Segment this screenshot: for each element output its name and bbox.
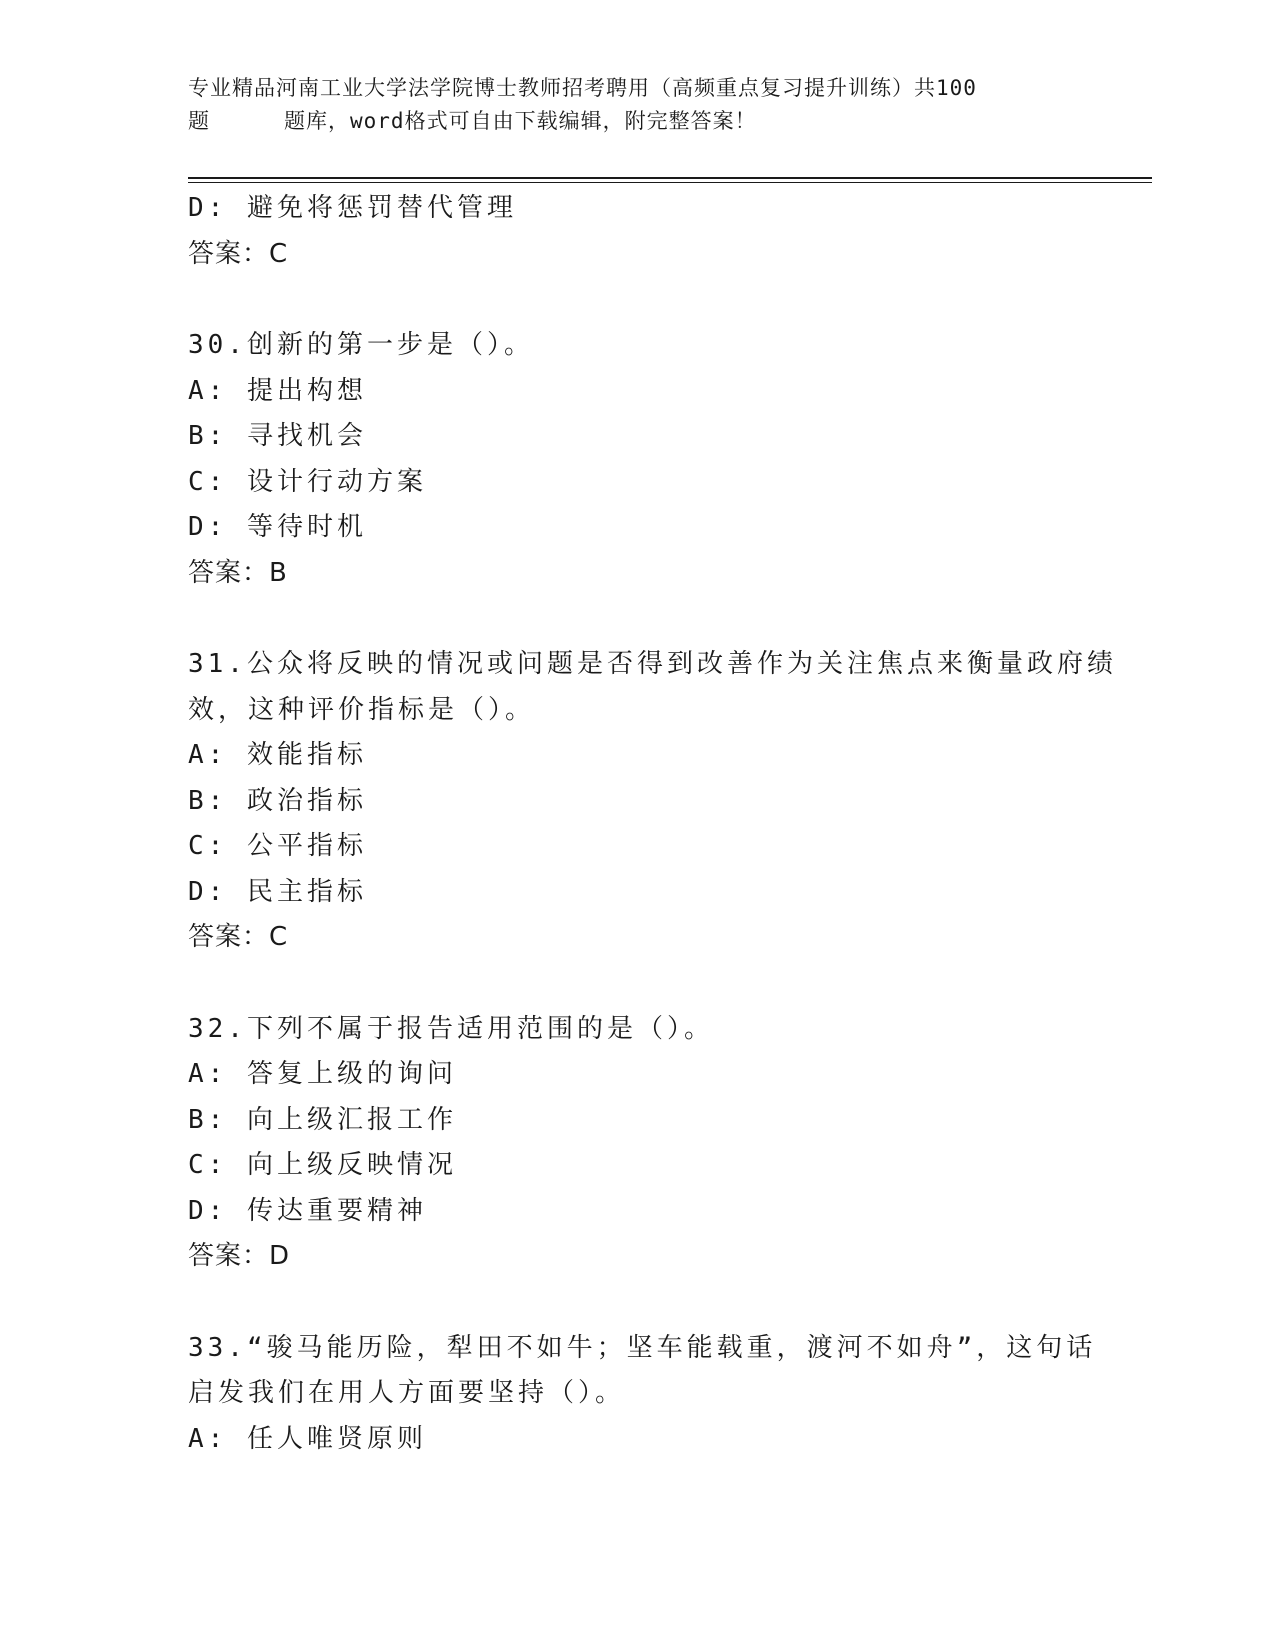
header-line-1: 专业精品河南工业大学法学院博士教师招考聘用（高频重点复习提升训练）共100: [188, 76, 977, 100]
question-30: [188, 323, 1088, 596]
option-d: D: 等待时机: [188, 512, 367, 542]
document-body: [188, 186, 1117, 1462]
question-32: [188, 1007, 1088, 1280]
option-d: D: 民主指标: [188, 876, 367, 907]
question-31: [188, 642, 1117, 961]
option-c: C: 公平指标: [188, 831, 367, 861]
header-divider-thin: [188, 182, 1152, 183]
question-stem: 33.“骏马能历险，犁田不如牛；坚车能载重，渡河不如舟”，这句话: [188, 1332, 1097, 1363]
previous-question-tail: [188, 186, 1088, 277]
option-a: A: 效能指标: [188, 740, 367, 770]
option-d: D: 避免将惩罚替代管理: [188, 193, 517, 223]
answer: 答案：C: [188, 922, 289, 952]
question-stem-continued: 启发我们在用人方面要坚持（）。: [188, 1378, 626, 1408]
option-a: A: 答复上级的询问: [188, 1059, 457, 1089]
question-stem: 31.公众将反映的情况或问题是否得到改善作为关注焦点来衡量政府绩: [188, 649, 1117, 679]
option-d: D: 传达重要精神: [188, 1195, 427, 1226]
option-b: B: 向上级汇报工作: [188, 1104, 457, 1135]
answer: 答案：D: [188, 1241, 291, 1271]
document-header: [188, 72, 1088, 138]
answer: 答案：C: [188, 238, 289, 269]
spacer: [188, 1280, 1088, 1326]
spacer: [188, 596, 1088, 642]
option-a: A: 任人唯贤原则: [188, 1423, 427, 1454]
spacer: [188, 277, 1088, 323]
spacer: [188, 961, 1088, 1007]
answer: 答案：B: [188, 557, 288, 588]
header-divider-thick: [188, 177, 1152, 179]
option-b: B: 寻找机会: [188, 421, 367, 451]
option-c: C: 设计行动方案: [188, 466, 427, 497]
option-a: A: 提出构想: [188, 375, 367, 406]
header-line-2: [188, 105, 1088, 138]
question-33: [188, 1326, 1097, 1463]
header-line-2-head: 题: [188, 109, 210, 133]
question-stem: 32.下列不属于报告适用范围的是（）。: [188, 1013, 714, 1044]
question-stem: 30.创新的第一步是（）。: [188, 330, 534, 360]
header-line-2-tail: 题库，word格式可自由下载编辑，附完整答案！: [284, 109, 757, 133]
option-c: C: 向上级反映情况: [188, 1150, 457, 1180]
question-stem-continued: 效，这种评价指标是（）。: [188, 694, 536, 725]
option-b: B: 政治指标: [188, 785, 367, 816]
